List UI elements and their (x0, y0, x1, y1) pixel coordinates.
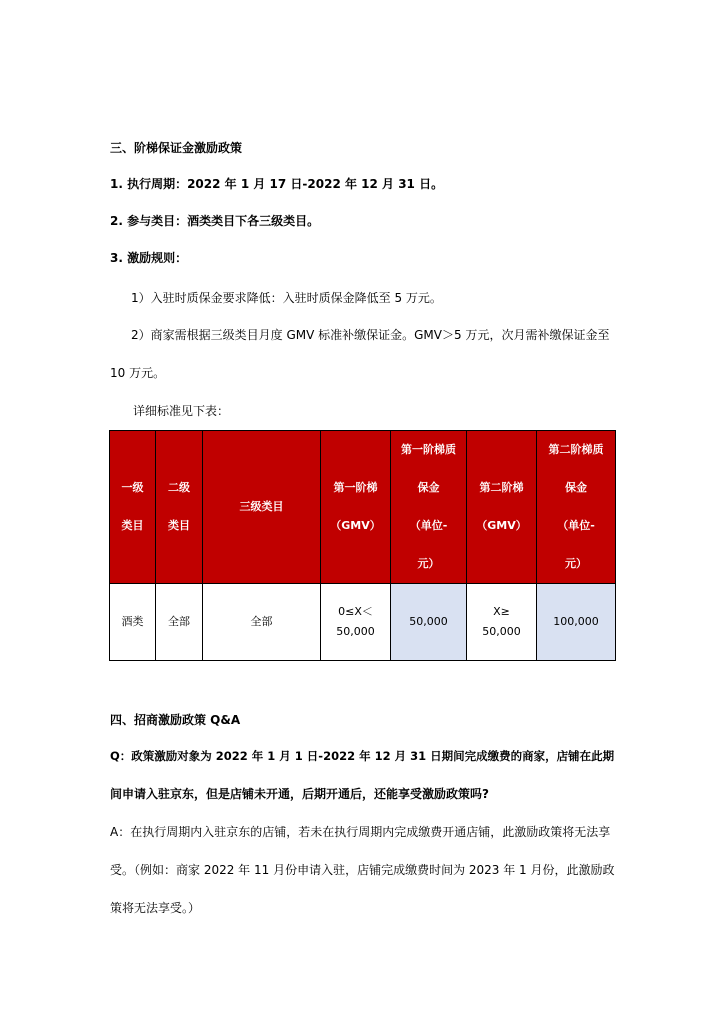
question-line-1: Q：政策激励对象为 2022 年 1 月 1 日-2022 年 12 月 31 日期间完成缴费的商家，店铺在此期 (110, 749, 615, 763)
section4-heading: 四、招商激励政策 Q&A (110, 713, 241, 727)
cell-tier1-deposit: 50,000 (391, 584, 467, 661)
cell-tier1-gmv: 0≤X＜ 50,000 (321, 584, 391, 661)
rule-2-line-1: 2）商家需根据三级类目月度 GMV 标准补缴保证金。GMV＞5 万元，次月需补缴保证金至 (131, 328, 610, 342)
question-line-2: 间申请入驻京东，但是店铺未开通，后期开通后，还能享受激励政策吗? (110, 787, 489, 801)
answer-line-1: A：在执行周期内入驻京东的店铺，若未在执行周期内完成缴费开通店铺，此激励政策将无法享 (110, 825, 611, 839)
rule-1: 1）入驻时质保金要求降低：入驻时质保金降低至 5 万元。 (131, 291, 442, 305)
header-tier2-gmv: 第二阶梯 （GMV） (467, 431, 537, 584)
answer-line-2: 受。（例如：商家 2022 年 11 月份申请入驻，店铺完成缴费时间为 2023 年 1 月份，此激励政 (110, 863, 615, 877)
table-row (110, 584, 616, 661)
table-header-row (110, 431, 616, 584)
section3-item-rules: 3. 激励规则： (110, 251, 188, 265)
answer-line-3: 策将无法享受。） (110, 901, 201, 915)
header-level2-category: 二级 类目 (156, 431, 203, 584)
section3-heading: 三、阶梯保证金激励政策 (110, 141, 243, 155)
table-intro: 详细标准见下表： (133, 404, 230, 418)
cell-level3-category: 全部 (203, 584, 321, 661)
header-level3-category: 三级类目 (203, 431, 321, 584)
header-level1-category: 一级 类目 (110, 431, 156, 584)
header-tier1-deposit: 第一阶梯质 保金 （单位- 元） (391, 431, 467, 584)
header-tier2-deposit: 第二阶梯质 保金 （单位- 元） (537, 431, 616, 584)
header-tier1-gmv: 第一阶梯 （GMV） (321, 431, 391, 584)
deposit-criteria-table (109, 430, 616, 661)
cell-tier2-gmv: X≥ 50,000 (467, 584, 537, 661)
section3-item-period: 1. 执行周期：2022 年 1 月 17 日-2022 年 12 月 31 日。 (110, 177, 444, 191)
rule-2-line-2: 10 万元。 (110, 366, 166, 380)
cell-tier2-deposit: 100,000 (537, 584, 616, 661)
cell-level2-category: 全部 (156, 584, 203, 661)
cell-level1-category: 酒类 (110, 584, 156, 661)
section3-item-categories: 2. 参与类目：酒类类目下各三级类目。 (110, 214, 320, 228)
